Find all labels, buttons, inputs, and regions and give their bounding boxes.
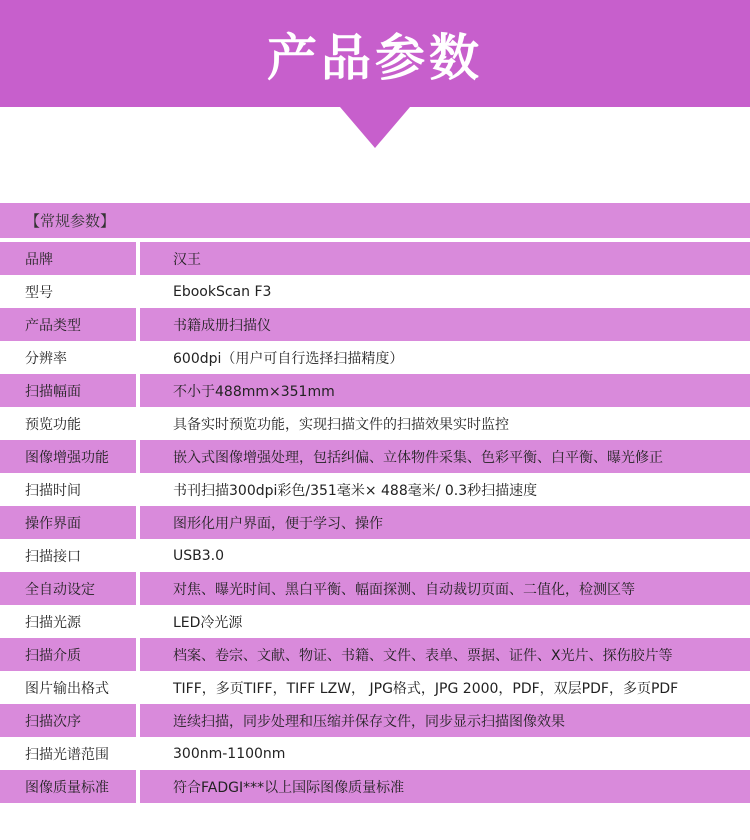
- page-title: 产品参数: [267, 28, 483, 87]
- row-value: 书刊扫描300dpi彩色/351毫米× 488毫米/ 0.3秒扫描速度: [173, 482, 538, 499]
- row-value: 符合FADGI***以上国际图像质量标准: [173, 779, 405, 796]
- row-value: 不小于488mm×351mm: [173, 383, 335, 400]
- table-row: [0, 770, 750, 803]
- row-value: USB3.0: [173, 547, 225, 564]
- table-row: [0, 704, 750, 737]
- row-value: 嵌入式图像增强处理，包括纠偏、立体物件采集、色彩平衡、白平衡、曝光修正: [173, 449, 663, 466]
- row-label: 品牌: [25, 251, 53, 268]
- row-value: EbookScan F3: [173, 283, 272, 300]
- table-row: [0, 275, 750, 308]
- spec-table: [0, 203, 750, 803]
- table-row: [0, 341, 750, 374]
- table-row: [0, 539, 750, 572]
- row-value: 具备实时预览功能，实现扫描文件的扫描效果实时监控: [173, 416, 509, 433]
- row-label: 扫描接口: [25, 548, 81, 565]
- table-row: [0, 308, 750, 341]
- section-header: [0, 203, 750, 238]
- row-label: 扫描光源: [25, 614, 81, 631]
- row-label: 扫描光谱范围: [25, 746, 109, 763]
- table-row: [0, 671, 750, 704]
- row-value: 连续扫描，同步处理和压缩并保存文件，同步显示扫描图像效果: [173, 713, 565, 730]
- row-label: 产品类型: [25, 317, 81, 334]
- table-row: [0, 737, 750, 770]
- row-label: 扫描幅面: [25, 383, 81, 400]
- row-value: 书籍成册扫描仪: [173, 317, 271, 334]
- row-label: 图像质量标准: [25, 779, 109, 796]
- row-value: 档案、卷宗、文献、物证、书籍、文件、表单、票据、证件、X光片、探伤胶片等: [173, 647, 673, 664]
- table-row: [0, 374, 750, 407]
- row-label: 操作界面: [25, 515, 81, 532]
- row-label: 扫描介质: [25, 647, 81, 664]
- row-value: 汉王: [173, 251, 201, 268]
- table-row: [0, 506, 750, 539]
- table-row: [0, 473, 750, 506]
- table-row: [0, 440, 750, 473]
- table-row: [0, 572, 750, 605]
- row-value: TIFF，多页TIFF，TIFF LZW， JPG格式，JPG 2000，PDF，双层PDF，多页PDF: [173, 680, 679, 697]
- table-row: [0, 638, 750, 671]
- table-row: [0, 605, 750, 638]
- row-label: 图像增强功能: [25, 449, 109, 466]
- row-label: 扫描时间: [25, 482, 81, 499]
- row-label: 扫描次序: [25, 713, 81, 730]
- banner-pointer: [340, 107, 410, 149]
- row-value: 300nm-1100nm: [173, 745, 286, 762]
- row-label: 预览功能: [25, 416, 81, 433]
- row-value: 对焦、曝光时间、黑白平衡、幅面探测、自动裁切页面、二值化，检测区等: [173, 581, 635, 598]
- section-title: 【常规参数】: [25, 212, 116, 230]
- table-row: [0, 407, 750, 440]
- banner-pointer-shape: [340, 107, 410, 148]
- row-label: 分辨率: [25, 350, 67, 367]
- row-label: 型号: [25, 284, 53, 301]
- row-label: 图片输出格式: [25, 680, 109, 697]
- row-value: 图形化用户界面，便于学习、操作: [173, 515, 383, 532]
- row-value: LED冷光源: [173, 614, 243, 631]
- row-label: 全自动设定: [25, 581, 95, 598]
- row-value: 600dpi（用户可自行选择扫描精度）: [173, 350, 404, 367]
- table-row: [0, 242, 750, 275]
